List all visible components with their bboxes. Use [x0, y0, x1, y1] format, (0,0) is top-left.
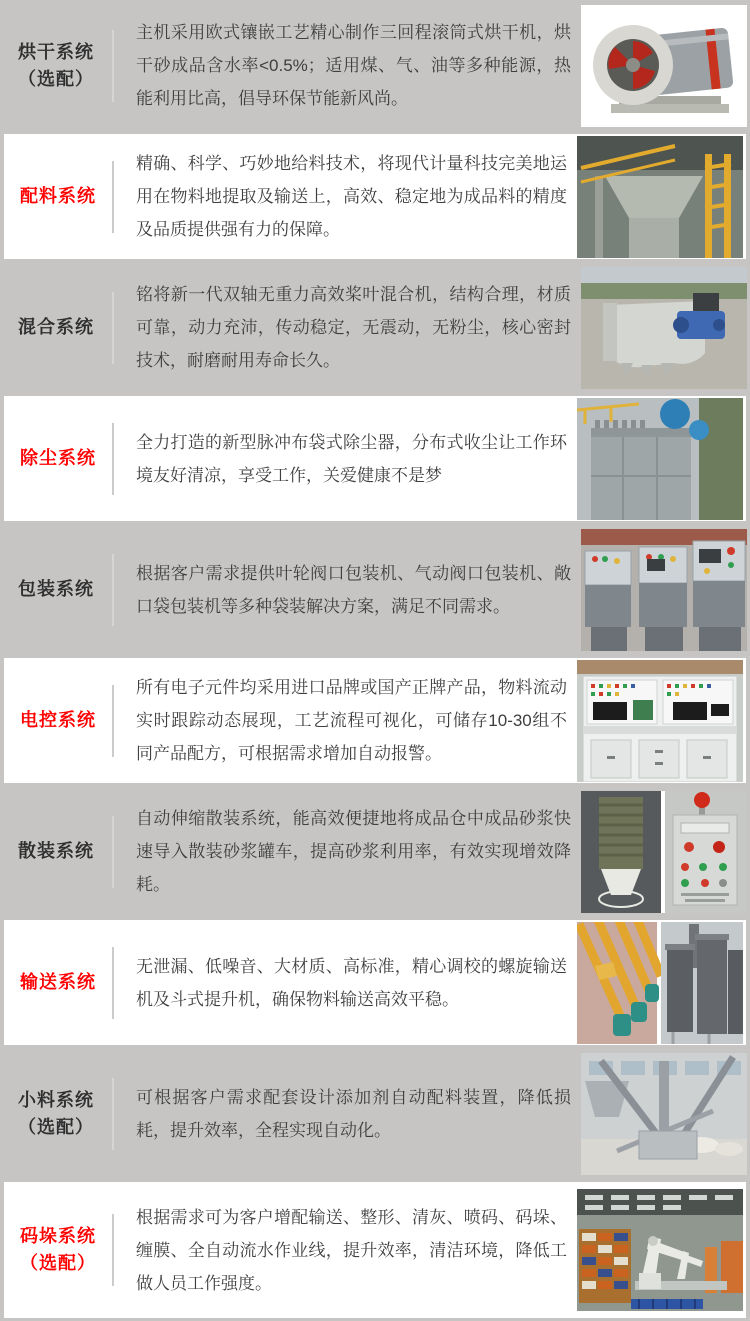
valve-bag-packing-machines-photo: [581, 529, 747, 651]
palletizing-robot-line-photo: [577, 1189, 743, 1311]
system-description-electric-control: 所有电子元件均采用进口品牌或国产正牌产品，物料流动实时跟踪动态展现，工艺流程可视化，可储存10-30组不同产品配方，可根据需求增加自动报警。: [136, 678, 567, 763]
pulse-bag-dust-collector-photo: [577, 398, 743, 520]
system-row-conveying: [0, 917, 750, 1048]
system-label-small-material: [0, 1087, 112, 1141]
system-row-dust-removal: [0, 393, 750, 524]
additive-auto-batching-photo: [581, 1053, 747, 1175]
system-description-small-material: 可根据客户需求配套设计添加剂自动配料装置，降低损耗，提升效率，全程实现自动化。: [136, 1087, 571, 1140]
system-description-batching: 精确、科学、巧妙地给料技术，将现代计量科技完美地运用在物料地提取及输送上，高效、稳定地为成品料的精度及品质提供强有力的保障。: [136, 154, 567, 239]
screw-conveyor-bucket-elevator-photo: [577, 922, 743, 1044]
system-label-line1: 电控系统: [20, 710, 96, 730]
system-description-bulk-loading: 自动伸缩散装系统，能高效便捷地将成品仓中成品砂浆快速导入散装砂浆罐车，提高砂浆利用率，有效实现增效降耗。: [136, 809, 571, 894]
system-description-palletizing: 根据需求可为客户增配输送、整形、清灰、喷码、码垛、缠膜、全自动流水作业线，提升效率，清洁环境，降低工做人员工作强度。: [136, 1207, 567, 1293]
system-label-line2: （选配）: [18, 1116, 94, 1137]
system-label-line1: 除尘系统: [20, 448, 96, 468]
system-label-line1: 混合系统: [18, 317, 94, 337]
system-description-dust-removal: 全力打造的新型脉冲布袋式除尘器，分布式收尘让工作环境友好清凉，享受工作，关爱健康不是梦: [136, 432, 567, 485]
system-label-bulk-loading: [0, 838, 112, 865]
system-description-conveying: 无泄漏、低噪音、大材质、高标准，精心调校的螺旋输送机及斗式提升机，确保物料输送高效平稳。: [136, 956, 567, 1009]
telescopic-bulk-loader-photo: [581, 791, 747, 913]
system-label-dust-removal: [4, 445, 112, 472]
system-label-line1: 散装系统: [18, 841, 94, 861]
system-label-line2: （选配）: [18, 68, 94, 89]
system-description-packing: 根据客户需求提供叶轮阀口包装机、气动阀口包装机、敞口袋包装机等多种袋装解决方案，满足不同需求。: [136, 563, 571, 616]
system-label-line1: 配料系统: [20, 186, 96, 206]
system-label-batching: [4, 183, 112, 210]
electric-control-consoles-photo: [577, 660, 743, 782]
system-row-packing: [0, 524, 750, 655]
twin-shaft-mixer-photo: [581, 267, 747, 389]
system-row-batching: [0, 131, 750, 262]
system-row-small-material: [0, 1048, 750, 1179]
system-label-packing: [0, 576, 112, 603]
system-label-drying: [0, 39, 112, 93]
system-label-conveying: [4, 969, 112, 996]
system-description-drying: 主机采用欧式镶嵌工艺精心制作三回程滚筒式烘干机，烘干砂成品含水率<0.5%；适用煤、气、油等多种能源，热能利用比高，倡导环保节能新风尚。: [136, 23, 571, 108]
batching-plant-photo: [577, 136, 743, 258]
system-label-line1: 输送系统: [20, 972, 96, 992]
system-description-mixing: 铭将新一代双轴无重力高效桨叶混合机，结构合理，材质可靠，动力充沛，传动稳定，无震动，无粉尘，核心密封技术，耐磨耐用寿命长久。: [136, 285, 571, 370]
system-row-bulk-loading: [0, 786, 750, 917]
system-row-mixing: [0, 262, 750, 393]
system-row-palletizing: [0, 1179, 750, 1321]
system-label-line1: 小料系统: [18, 1089, 94, 1110]
rotary-drum-dryer-photo: [581, 5, 747, 127]
system-row-electric-control: [0, 655, 750, 786]
system-label-palletizing: [4, 1223, 112, 1277]
system-row-drying: [0, 0, 750, 131]
system-label-mixing: [0, 314, 112, 341]
system-label-electric-control: [4, 707, 112, 734]
system-label-line2: （选配）: [20, 1253, 96, 1273]
system-label-line1: 包装系统: [18, 579, 94, 599]
system-label-line1: 烘干系统: [18, 41, 94, 62]
system-label-line1: 码垛系统: [20, 1226, 96, 1246]
